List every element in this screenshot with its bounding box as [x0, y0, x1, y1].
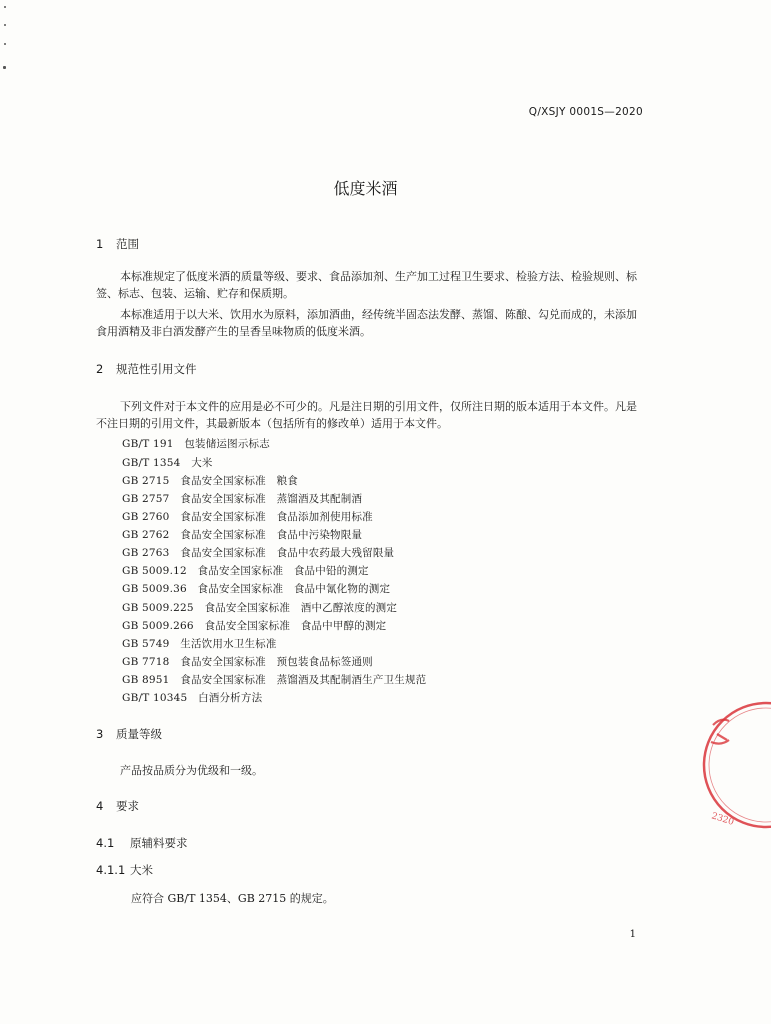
subsection-4-1-1-paragraph-1: 应符合 GB/T 1354、GB 2715 的规定。 [131, 892, 334, 905]
reference-item: GB 2762 食品安全国家标准 食品中污染物限量 [122, 529, 363, 541]
reference-item: GB 2760 食品安全国家标准 食品添加剂使用标准 [122, 511, 373, 523]
reference-item: GB/T 191 包装储运图示标志 [122, 438, 270, 450]
section-3-heading [96, 726, 162, 742]
document-title: 低度米酒 [333, 179, 398, 198]
reference-item: GB/T 10345 白酒分析方法 [122, 692, 263, 704]
section-title: 规范性引用文件 [116, 362, 197, 376]
reference-item: GB 2757 食品安全国家标准 蒸馏酒及其配制酒 [122, 493, 363, 505]
reference-item: GB 5009.12 食品安全国家标准 食品中铅的测定 [122, 565, 369, 577]
page-number: 1 [629, 929, 636, 940]
reference-item: GB 5009.36 食品安全国家标准 食品中氰化物的测定 [122, 583, 391, 595]
section-title: 要求 [116, 799, 139, 813]
section-2-heading [96, 361, 197, 377]
section-number: 2 [96, 362, 104, 376]
seal-number: 2320 [710, 811, 735, 828]
section-2-paragraph-1: 下列文件对于本文件的应用是必不可少的。凡是注日期的引用文件，仅所注日期的版本适用于本文件。凡是不注日期的引用文件，其最新版本（包括所有的修改单）适用于本文件。 [96, 400, 637, 430]
section-title: 范围 [116, 237, 139, 251]
section-4-heading [96, 798, 139, 814]
section-title: 大米 [130, 863, 153, 877]
section-number: 3 [96, 727, 104, 741]
subsection-4-1-heading [96, 835, 188, 851]
section-1-paragraph-1: 本标准规定了低度米酒的质量等级、要求、食品添加剂、生产加工过程卫生要求、检验方法、检验规则、标签、标志、包装、运输、贮存和保质期。 [96, 270, 637, 300]
reference-item: GB 5009.266 食品安全国家标准 食品中甲醇的测定 [122, 620, 387, 632]
reference-item: GB 5749 生活饮用水卫生标准 [122, 638, 277, 650]
section-3-paragraph-1: 产品按品质分为优级和一级。 [120, 764, 263, 777]
section-title: 质量等级 [116, 727, 162, 741]
section-1-paragraph-2: 本标准适用于以大米、饮用水为原料，添加酒曲，经传统半固态法发酵、蒸馏、陈酿、勾兑而成的，未添加食用酒精及非白酒发酵产生的呈香呈味物质的低度米酒。 [96, 308, 637, 338]
reference-item: GB 7718 食品安全国家标准 预包装食品标签通则 [122, 656, 373, 668]
reference-item: GB 5009.225 食品安全国家标准 酒中乙醇浓度的测定 [122, 602, 398, 614]
reference-item: GB 8951 食品安全国家标准 蒸馏酒及其配制酒生产卫生规范 [122, 674, 427, 686]
section-number: 4.1.1 [96, 863, 126, 877]
document-code: Q/XSJY 0001S—2020 [528, 106, 643, 118]
official-seal-stamp [691, 690, 771, 840]
section-1-heading [96, 236, 139, 252]
section-number: 4 [96, 799, 104, 813]
reference-item: GB/T 1354 大米 [122, 457, 213, 469]
reference-item: GB 2715 食品安全国家标准 粮食 [122, 475, 298, 487]
reference-item: GB 2763 食品安全国家标准 食品中农药最大残留限量 [122, 547, 395, 559]
section-number: 1 [96, 237, 104, 251]
section-title: 原辅料要求 [130, 836, 188, 850]
section-number: 4.1 [96, 836, 115, 850]
subsection-4-1-1-heading [96, 862, 153, 878]
